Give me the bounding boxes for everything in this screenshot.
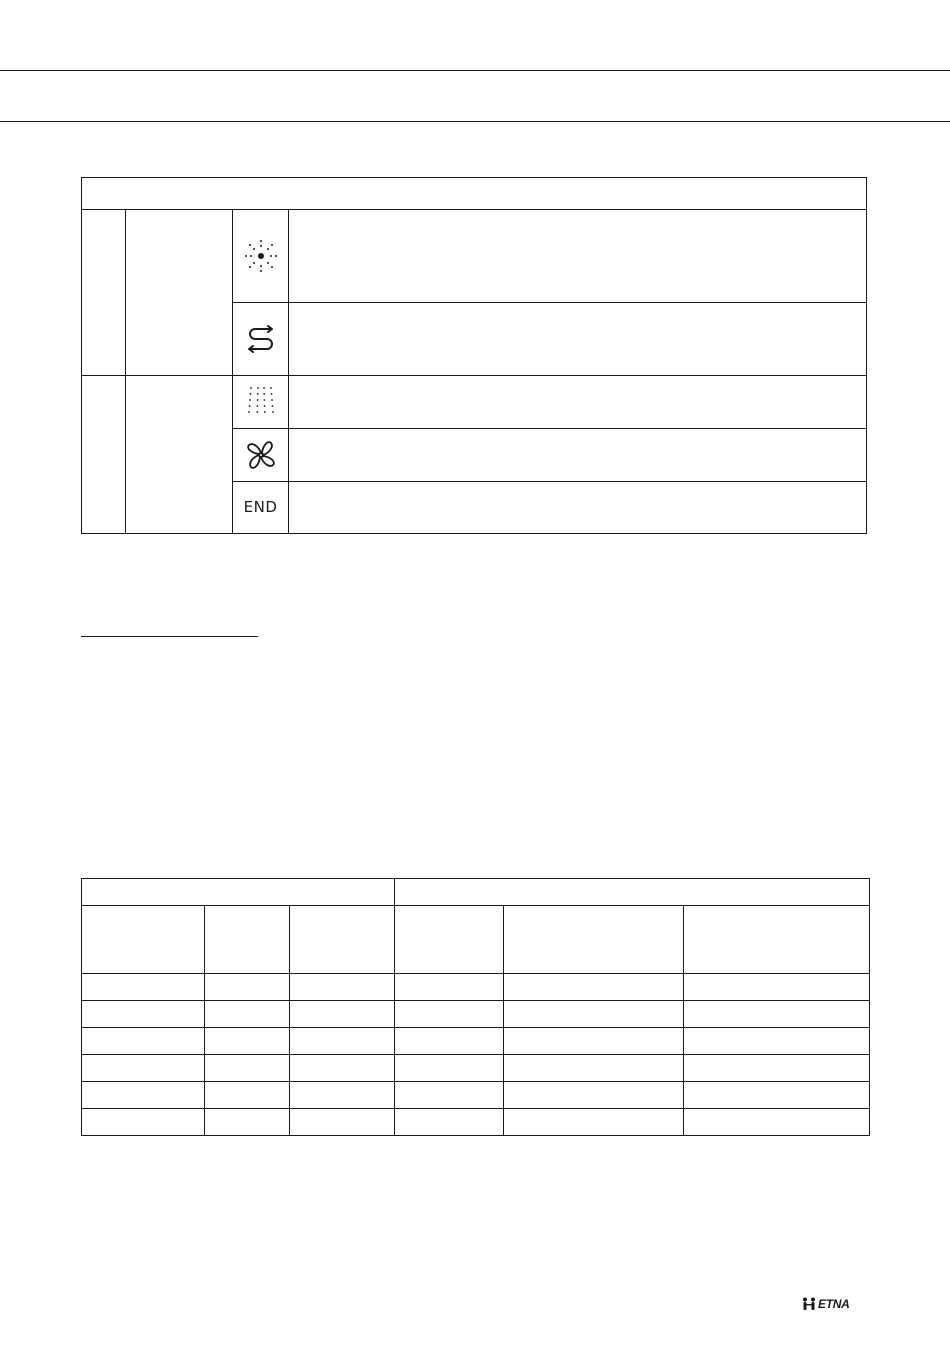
- phase-table-header: [82, 178, 867, 210]
- data-table: [81, 878, 870, 1136]
- end-label: END: [243, 498, 278, 516]
- description-cell: [289, 303, 867, 376]
- phase-name-cell: [126, 376, 233, 534]
- table-group-header: [82, 879, 395, 906]
- sun-burst-icon: [233, 236, 288, 276]
- icon-cell: [233, 210, 289, 303]
- icon-cell: [233, 303, 289, 376]
- column-header: [684, 906, 870, 974]
- column-header: [205, 906, 290, 974]
- cycle-arrows-icon: [233, 319, 288, 359]
- fan-icon: [233, 437, 288, 473]
- description-cell: [289, 376, 867, 429]
- header-rule-bottom: [0, 121, 950, 122]
- table-row: [82, 1028, 870, 1055]
- icon-cell: [233, 429, 289, 482]
- column-header: [504, 906, 684, 974]
- table-row: [82, 1055, 870, 1082]
- phase-number-cell: [82, 210, 126, 376]
- icon-cell: [233, 376, 289, 429]
- column-header: [82, 906, 205, 974]
- table-row: [82, 1109, 870, 1136]
- brand-logo: [801, 1297, 849, 1311]
- program-phase-table: [81, 177, 867, 534]
- table-row: [82, 1001, 870, 1028]
- rinse-drops-icon: [233, 384, 288, 420]
- logo-text: ETNA: [818, 1297, 850, 1311]
- table-row: [82, 1082, 870, 1109]
- table-group-header: [395, 879, 870, 906]
- phase-number-cell: [82, 376, 126, 534]
- people-logo-icon: [801, 1297, 817, 1311]
- description-cell: [289, 210, 867, 303]
- section-heading-underline: [81, 636, 258, 637]
- description-cell: [289, 429, 867, 482]
- table-row: [82, 974, 870, 1001]
- description-cell: [289, 482, 867, 534]
- icon-cell: [233, 482, 289, 534]
- column-header: [290, 906, 395, 974]
- column-header: [395, 906, 504, 974]
- header-rule-top: [0, 70, 950, 71]
- phase-name-cell: [126, 210, 233, 376]
